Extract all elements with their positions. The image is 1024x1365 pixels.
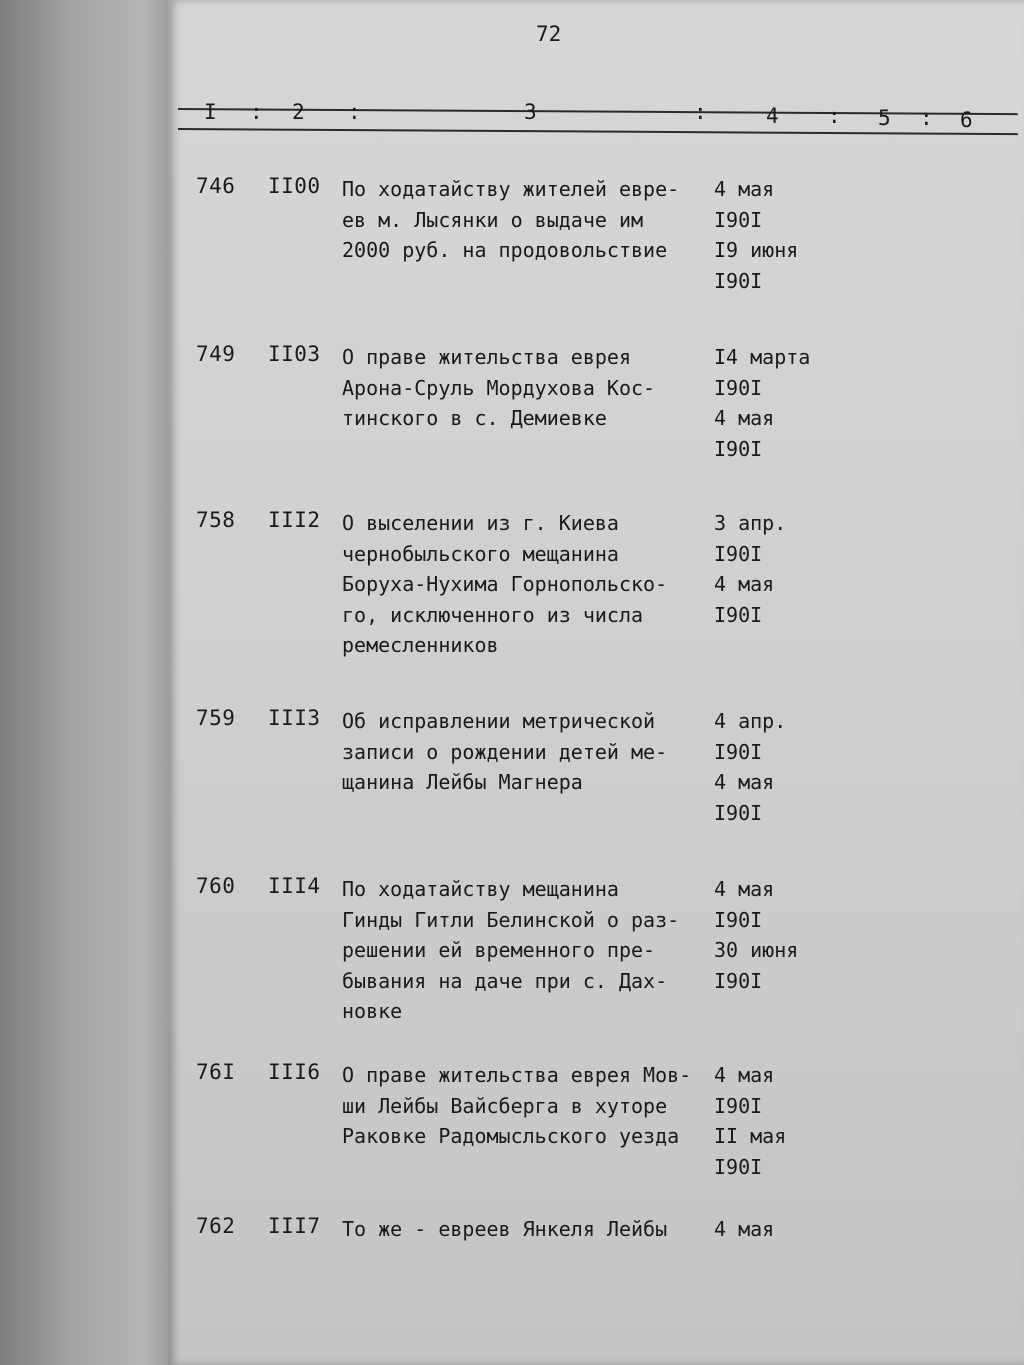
column-header-row — [178, 92, 1024, 136]
column-header-1: I — [204, 100, 217, 124]
page-number: 72 — [536, 22, 562, 46]
column-separator: : — [828, 104, 841, 128]
column-header-3: 3 — [524, 100, 537, 124]
file-number: II00 — [268, 174, 321, 198]
record-number: 759 — [196, 706, 236, 730]
record-dates: 3 апр. I90I 4 мая I90I — [714, 511, 787, 627]
file-number: III4 — [268, 874, 321, 898]
record-dates: 4 мая I90I II мая I90I — [714, 1063, 787, 1179]
column-separator: : — [920, 106, 933, 130]
record-number: 760 — [196, 874, 236, 898]
column-header-2: 2 — [292, 100, 305, 124]
column-header-4: 4 — [766, 104, 779, 128]
record-dates: 4 мая I90I 30 июня I90I — [714, 877, 799, 993]
column-header-6: 6 — [960, 108, 973, 132]
column-separator: : — [250, 100, 263, 124]
record-title: О праве жительства еврея Арона-Сруль Мордухова Кос- тинского в с. Демиевке — [342, 345, 656, 430]
record-dates: I4 марта I90I 4 мая I90I — [714, 345, 811, 461]
record-title: О праве жительства еврея Мов- ши Лейбы Вайсберга в хуторе Раковке Радомысльского уезда — [342, 1063, 692, 1148]
record-dates: 4 мая I90I I9 июня I90I — [714, 177, 799, 293]
record-title: То же - евреев Янкеля Лейбы — [342, 1217, 668, 1241]
record-title: По ходатайству жителей евре- ев м. Лысянки о выдаче им 2000 руб. на продовольствие — [342, 177, 680, 262]
record-number: 746 — [196, 174, 236, 198]
file-number: III7 — [268, 1214, 321, 1238]
record-dates: 4 апр. I90I 4 мая I90I — [714, 709, 787, 825]
record-title: О выселении из г. Киева чернобыльского мещанина Боруха-Нухима Горнопольско- го, исключенного из числа ремесленников — [342, 511, 668, 657]
record-number: 762 — [196, 1214, 236, 1238]
file-number: III6 — [268, 1060, 321, 1084]
document-page — [168, 0, 1024, 1365]
record-number: 758 — [196, 508, 236, 532]
file-number: III3 — [268, 706, 321, 730]
column-separator: : — [694, 100, 707, 124]
record-title: По ходатайству мещанина Гинды Гитли Белинской о раз- решении ей временного пре- бывания на даче при с. Дах- новке — [342, 877, 680, 1023]
column-separator: : — [348, 100, 361, 124]
file-number: II03 — [268, 342, 321, 366]
file-number: III2 — [268, 508, 321, 532]
record-number: 749 — [196, 342, 236, 366]
record-number: 76I — [196, 1060, 236, 1084]
previous-page-edge — [0, 0, 170, 1365]
record-dates: 4 мая — [714, 1217, 775, 1241]
column-header-5: 5 — [878, 106, 891, 130]
record-title: Об исправлении метрической записи о рождении детей ме- щанина Лейбы Магнера — [342, 709, 668, 794]
